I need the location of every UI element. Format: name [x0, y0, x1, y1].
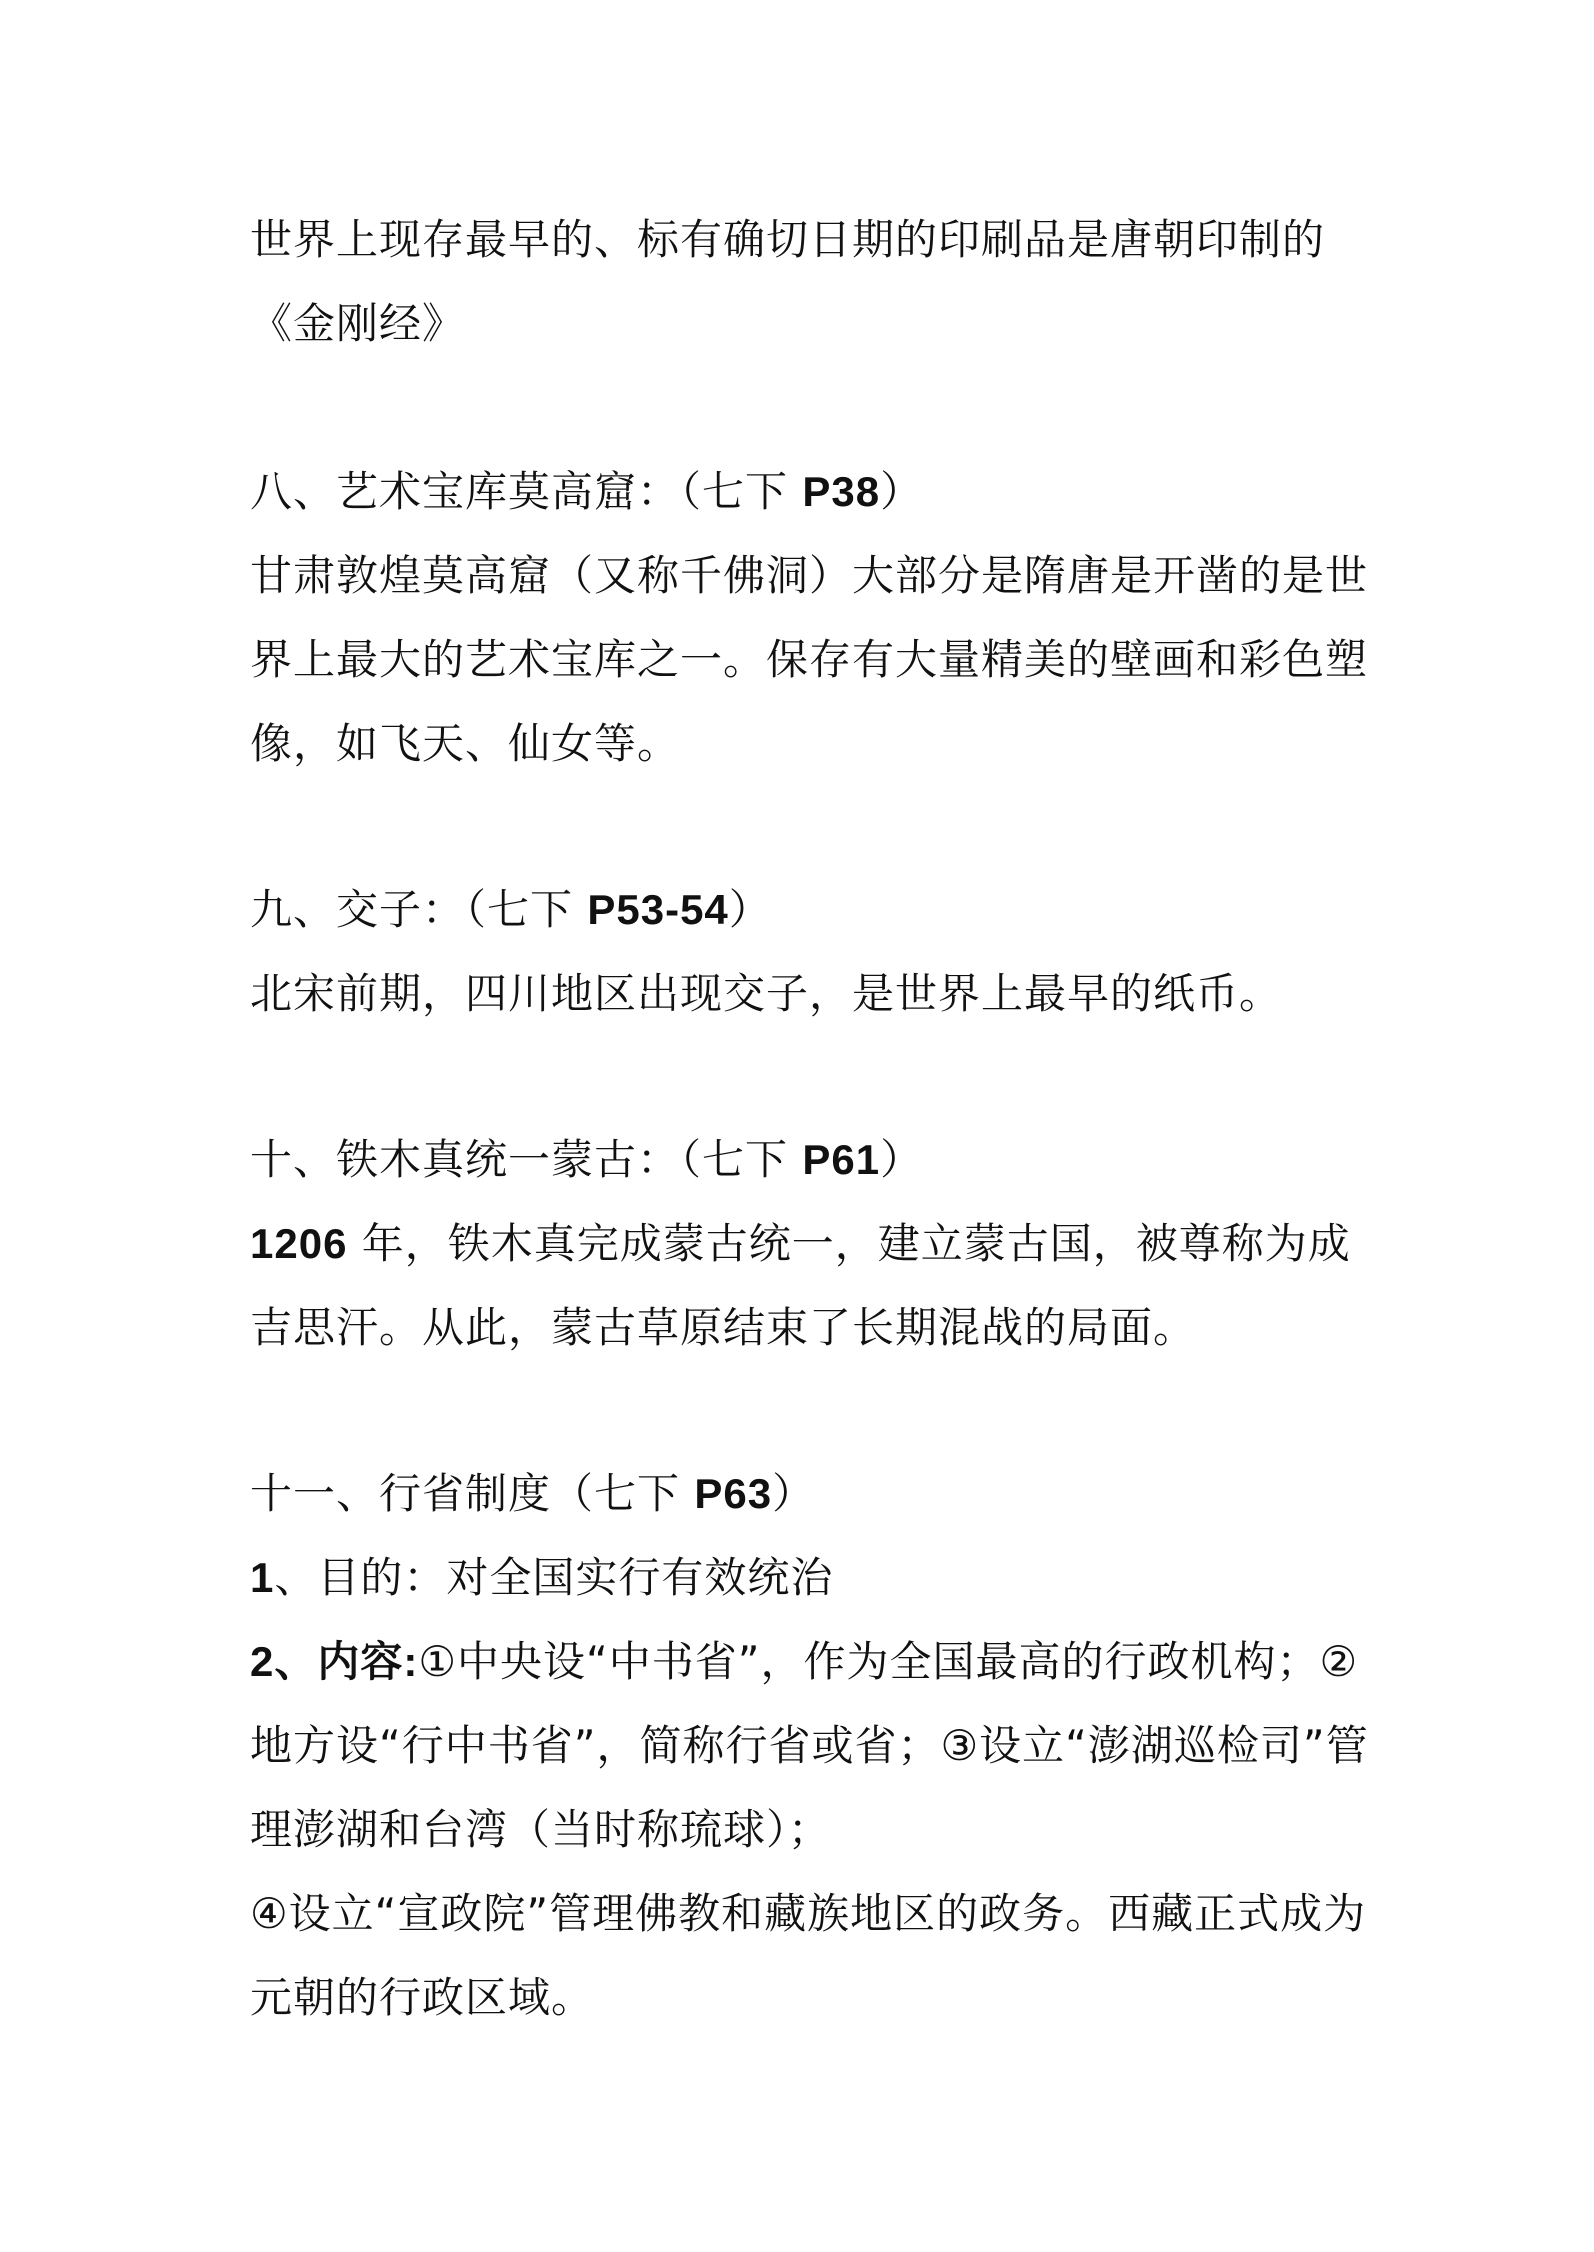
section-9-heading-close: ） — [728, 885, 772, 934]
section-11-item-1 — [250, 1550, 1370, 1606]
section-11-heading-close: ） — [772, 1469, 816, 1518]
section-8-heading-text: 八、艺术宝库莫高窟：（七下 — [250, 467, 803, 516]
section-8-heading — [250, 464, 1370, 520]
section-9-heading-text: 九、交子：（七下 — [250, 885, 588, 934]
section-10-year: 1206 — [250, 1220, 348, 1267]
intro-line-2: 《金刚经》 — [250, 299, 466, 348]
section-11-line-d: 元朝的行政区域。 — [250, 1973, 595, 2022]
section-11-line-c: ④设立“宣政院”管理佛教和藏族地区的政务。西藏正式成为 — [250, 1889, 1367, 1938]
section-11-heading — [250, 1466, 1370, 1522]
section-8-line-3: 像，如飞天、仙女等。 — [250, 719, 681, 768]
section-8-page-ref: P38 — [802, 468, 881, 515]
section-9-heading — [250, 882, 1370, 938]
section-10-line-1 — [250, 1216, 1370, 1272]
section-8-line-1: 甘肃敦煌莫高窟（又称千佛洞）大部分是隋唐是开凿的是世 — [250, 551, 1369, 600]
section-11-heading-text: 十一、行省制度（七下 — [250, 1469, 695, 1518]
section-11-item-2 — [250, 1634, 1370, 1690]
section-11-line-a: 地方设“行中书省”，简称行省或省；③设立“澎湖巡检司”管 — [250, 1721, 1369, 1770]
section-11-line-b: 理澎湖和台湾（当时称琉球）； — [250, 1805, 832, 1854]
section-11-item-1-number: 1 — [250, 1554, 275, 1601]
section-10-heading-close: ） — [880, 1135, 924, 1184]
section-8-line-2: 界上最大的艺术宝库之一。保存有大量精美的壁画和彩色塑 — [250, 635, 1369, 684]
section-10-page-ref: P61 — [802, 1136, 881, 1183]
section-10-heading-text: 十、铁木真统一蒙古：（七下 — [250, 1135, 803, 1184]
section-9-line-1: 北宋前期，四川地区出现交子，是世界上最早的纸币。 — [250, 969, 1283, 1018]
section-11-item-2-number: 2 — [250, 1638, 275, 1685]
section-11-item-2-label: 、内容: — [274, 1638, 419, 1685]
section-10-line-2: 吉思汗。从此，蒙古草原结束了长期混战的局面。 — [250, 1303, 1197, 1352]
section-11-item-1-text: 、目的：对全国实行有效统治 — [274, 1553, 834, 1602]
intro-line-1: 世界上现存最早的、标有确切日期的印刷品是唐朝印制的 — [250, 215, 1326, 264]
section-11-page-ref: P63 — [694, 1470, 773, 1517]
section-9-page-ref: P53-54 — [587, 886, 729, 933]
section-10-heading — [250, 1132, 1370, 1188]
section-8-heading-close: ） — [880, 467, 924, 516]
section-11-item-2-text: ①中央设“中书省”，作为全国最高的行政机构；② — [418, 1637, 1359, 1686]
section-10-line-1-text: 年，铁木真完成蒙古统一，建立蒙古国，被尊称为成 — [347, 1219, 1351, 1268]
